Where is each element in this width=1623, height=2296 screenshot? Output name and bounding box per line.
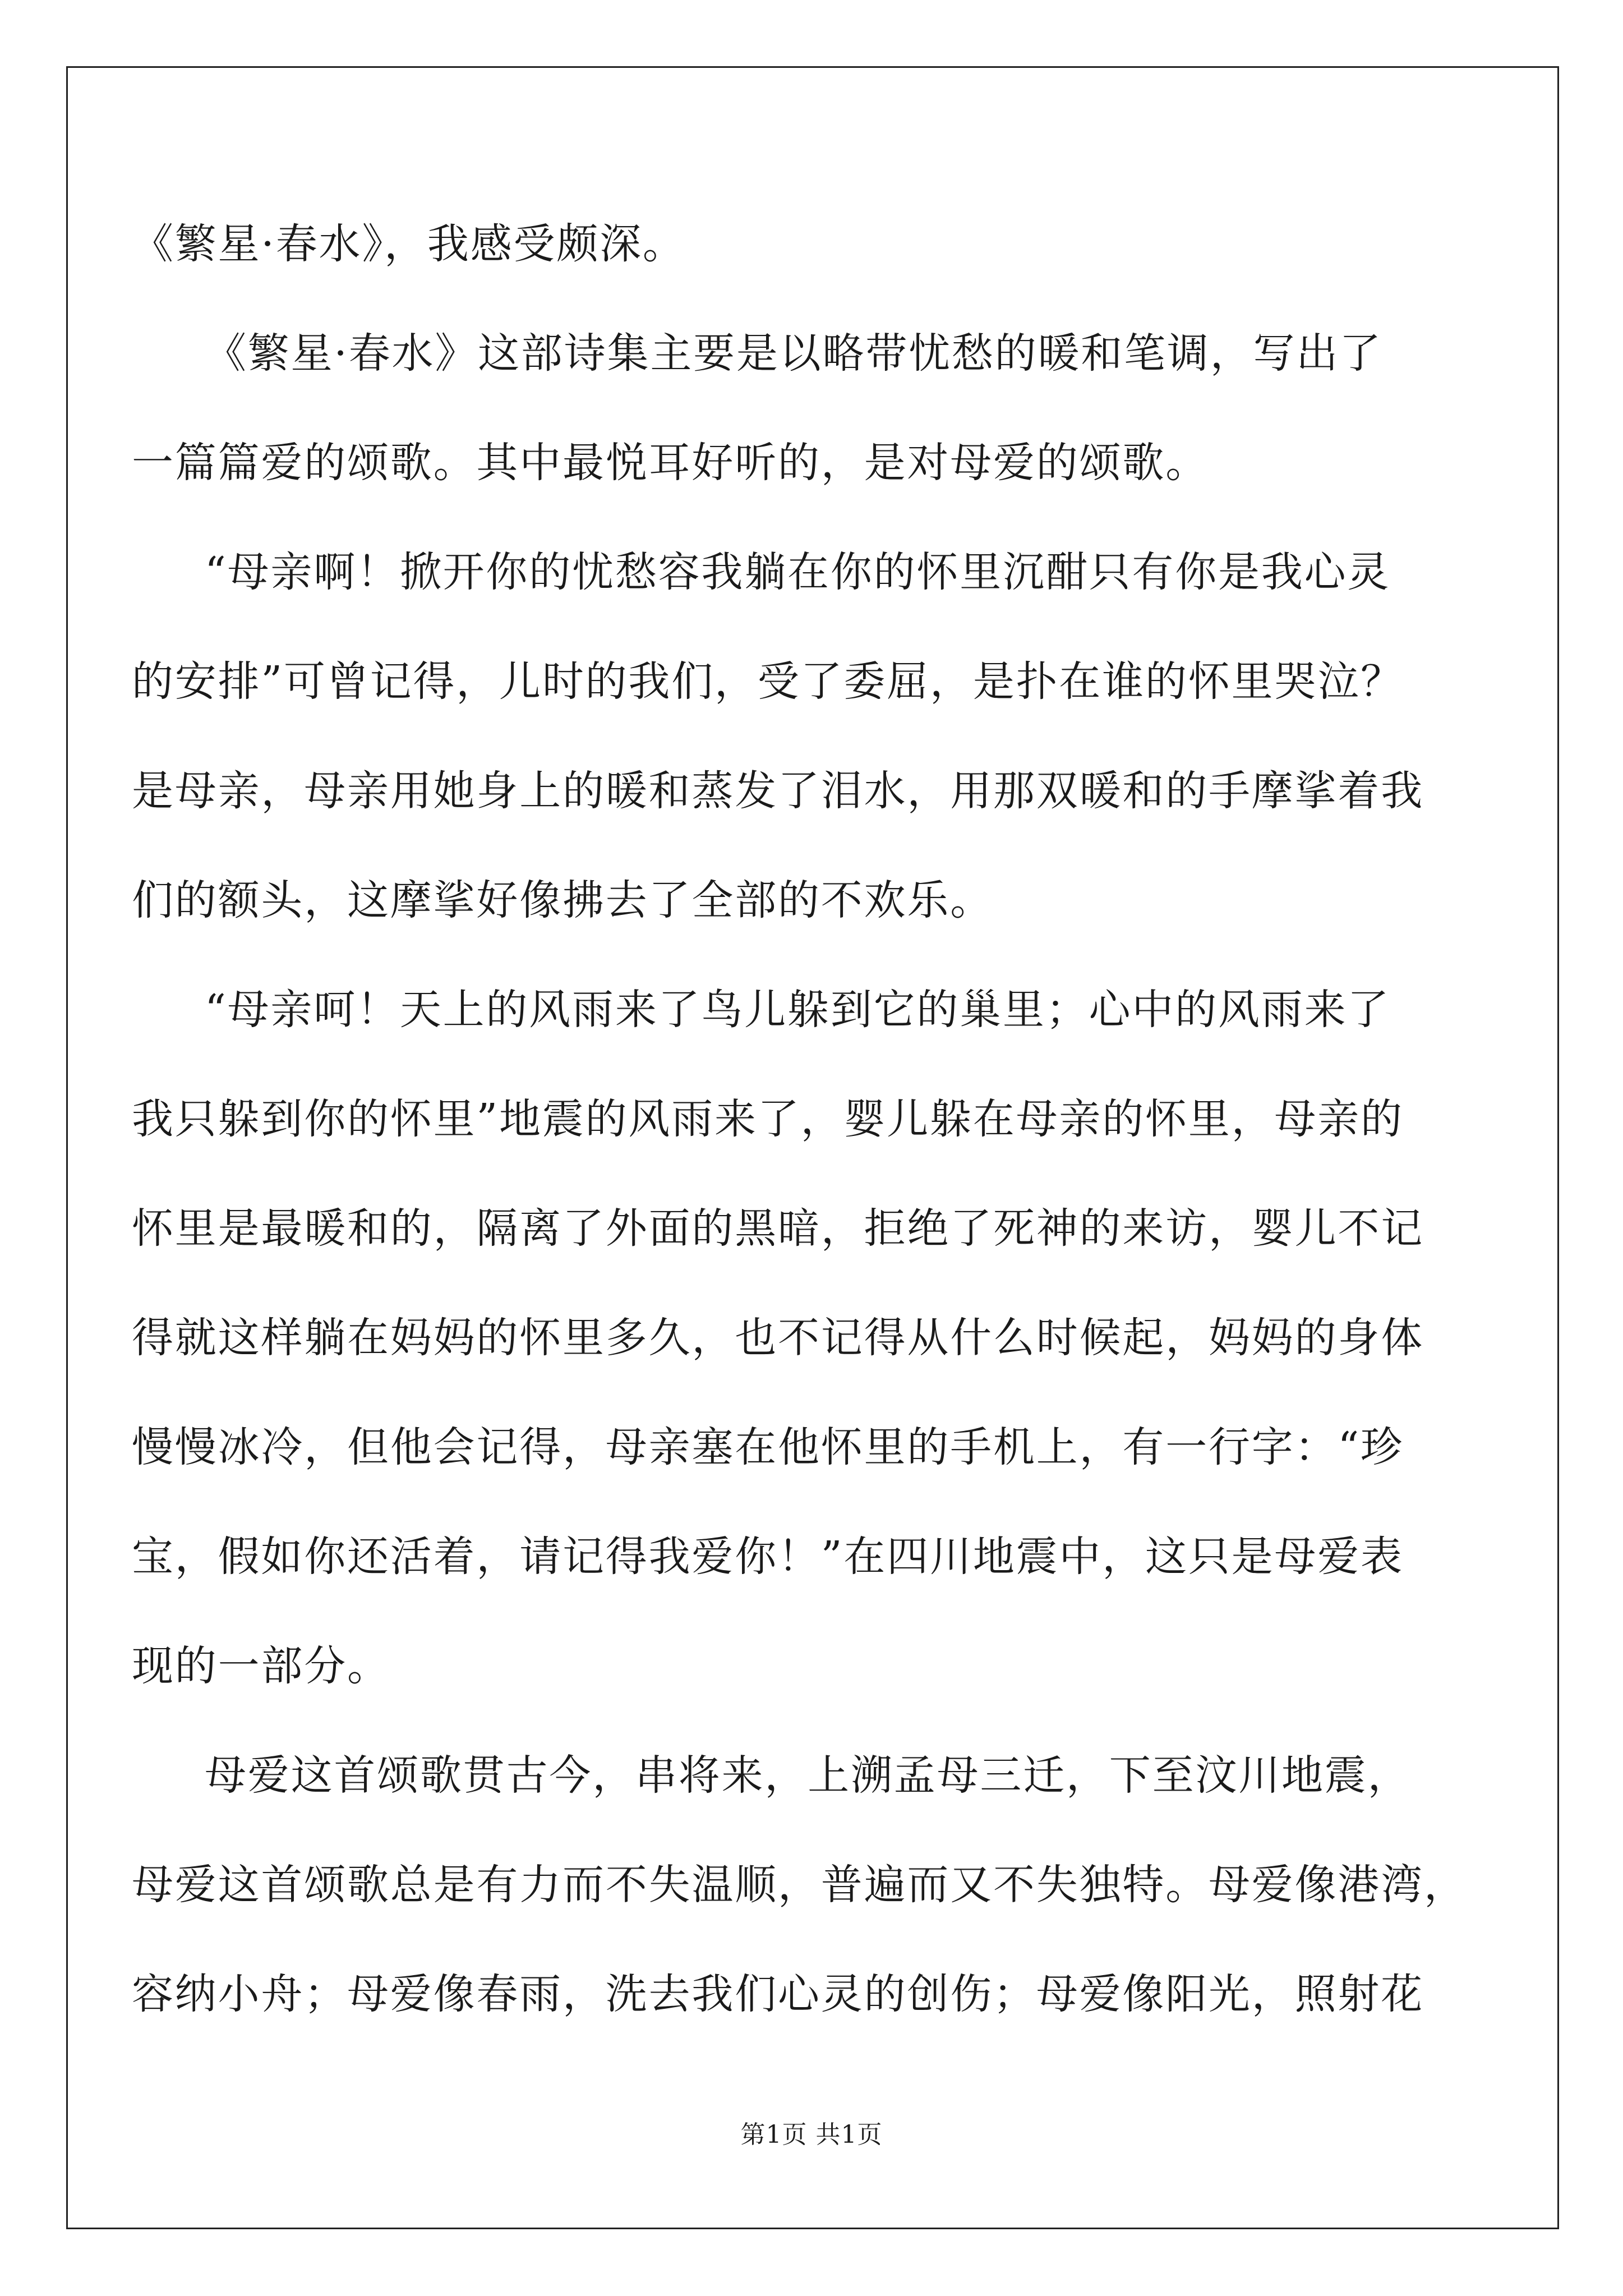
- paragraph-line: “母亲呵！天上的风雨来了鸟儿躲到它的巢里；心中的风雨来了: [205, 986, 1391, 1034]
- page-number: 第1页 共1页: [740, 2120, 883, 2149]
- paragraph-line: 一篇篇爱的颂歌。其中最悦耳好听的，是对母爱的颂歌。: [132, 439, 1209, 487]
- paragraph-line: 现的一部分。: [132, 1642, 390, 1690]
- paragraph-line: “母亲啊！掀开你的忧愁容我躺在你的怀里沉酣只有你是我心灵: [205, 548, 1391, 596]
- paragraph-line: 慢慢冰冷，但他会记得，母亲塞在他怀里的手机上，有一行字：“珍: [132, 1423, 1404, 1471]
- paragraph-line: 母爱这首颂歌贯古今，串将来，上溯孟母三迁，下至汶川地震，: [205, 1751, 1411, 1800]
- paragraph-line: 得就这样躺在妈妈的怀里多久，也不记得从什么时候起，妈妈的身体: [132, 1314, 1424, 1362]
- paragraph-line: 《繁星·春水》这部诗集主要是以略带忧愁的暖和笔调，写出了: [205, 329, 1382, 378]
- paragraph-line: 我只躲到你的怀里”地震的风雨来了，婴儿躲在母亲的怀里，母亲的: [132, 1095, 1404, 1143]
- paragraph-line: 《繁星·春水》，我感受颇深。: [132, 220, 686, 268]
- paragraph-line: 容纳小舟；母爱像春雨，洗去我们心灵的创伤；母爱像阳光，照射花: [132, 1970, 1424, 2018]
- paragraph-line: 们的额头，这摩挲好像拂去了全部的不欢乐。: [132, 876, 993, 924]
- paragraph-line: 怀里是最暖和的，隔离了外面的黑暗，拒绝了死神的来访，婴儿不记: [132, 1204, 1424, 1253]
- paragraph-line: 宝，假如你还活着，请记得我爱你！”在四川地震中，这只是母爱表: [132, 1533, 1404, 1581]
- paragraph-line: 的安排”可曾记得，儿时的我们，受了委屈，是扑在谁的怀里哭泣？: [132, 657, 1404, 706]
- paragraph-line: 母爱这首颂歌总是有力而不失温顺，普遍而又不失独特。母爱像港湾，: [132, 1861, 1467, 1909]
- paragraph-line: 是母亲，母亲用她身上的暖和蒸发了泪水，用那双暖和的手摩挲着我: [132, 767, 1424, 815]
